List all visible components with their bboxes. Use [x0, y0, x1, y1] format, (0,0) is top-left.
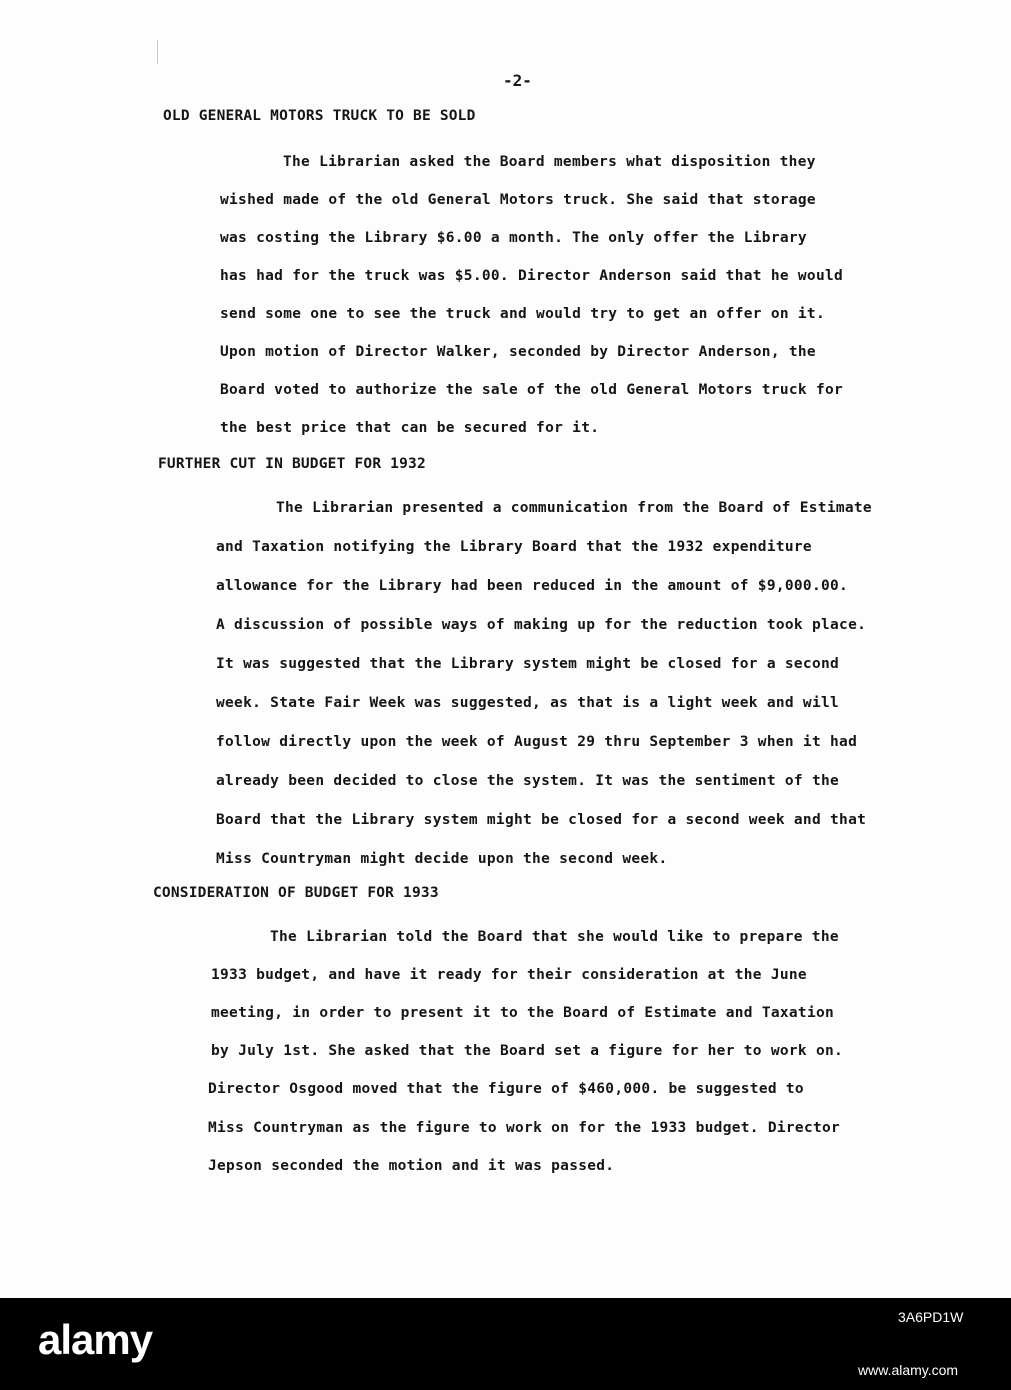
section-heading-budget-1933: CONSIDERATION OF BUDGET FOR 1933 [153, 885, 439, 901]
page-number: -2- [503, 71, 532, 90]
paragraph-line: The Librarian told the Board that she would like to prepare the [270, 929, 839, 945]
paragraph-line: has had for the truck was $5.00. Director Anderson said that he would [220, 268, 844, 284]
paragraph-line: by July 1st. She asked that the Board set a figure for her to work on. [211, 1043, 844, 1059]
section-heading-budget-1932: FURTHER CUT IN BUDGET FOR 1932 [158, 456, 426, 472]
paragraph-line: and Taxation notifying the Library Board that the 1932 expenditure [216, 539, 812, 555]
paragraph-line: Board voted to authorize the sale of the old General Motors truck for [220, 382, 844, 398]
paragraph-line: Miss Countryman might decide upon the second week. [216, 851, 668, 867]
paragraph-line: It was suggested that the Library system might be closed for a second [216, 656, 840, 672]
alamy-logo: alamy [38, 1316, 153, 1363]
image-id: 3A6PD1W [898, 1309, 964, 1325]
paragraph-line: follow directly upon the week of August 29 thru September 3 when it had [216, 734, 858, 750]
paragraph-line: Upon motion of Director Walker, seconded by Director Anderson, the [220, 344, 816, 360]
paragraph-line: week. State Fair Week was suggested, as that is a light week and will [216, 695, 840, 711]
paragraph-line: A discussion of possible ways of making up for the reduction took place. [216, 617, 867, 633]
margin-mark [157, 40, 158, 64]
paragraph-line: meeting, in order to present it to the Board of Estimate and Taxation [211, 1005, 835, 1021]
paragraph-line: 1933 budget, and have it ready for their consideration at the June [211, 967, 807, 983]
paragraph-line: wished made of the old General Motors truck. She said that storage [220, 192, 816, 208]
paragraph-line: already been decided to close the system. It was the sentiment of the [216, 773, 840, 789]
paragraph-line: Director Osgood moved that the figure of $460,000. be suggested to [208, 1081, 804, 1097]
paragraph-line: The Librarian presented a communication from the Board of Estimate [276, 500, 872, 516]
paragraph-line: the best price that can be secured for it. [220, 420, 600, 436]
paragraph-line: The Librarian asked the Board members what disposition they [283, 154, 816, 170]
paragraph-line: allowance for the Library had been reduced in the amount of $9,000.00. [216, 578, 849, 594]
section-heading-truck: OLD GENERAL MOTORS TRUCK TO BE SOLD [163, 108, 476, 124]
paragraph-line: was costing the Library $6.00 a month. The only offer the Library [220, 230, 807, 246]
paragraph-line: Board that the Library system might be closed for a second week and that [216, 812, 867, 828]
paragraph-line: Miss Countryman as the figure to work on for the 1933 budget. Director [208, 1120, 841, 1136]
paragraph-line: Jepson seconded the motion and it was passed. [208, 1158, 615, 1174]
watermark-url: www.alamy.com [858, 1362, 959, 1378]
paragraph-line: send some one to see the truck and would try to get an offer on it. [220, 306, 825, 322]
